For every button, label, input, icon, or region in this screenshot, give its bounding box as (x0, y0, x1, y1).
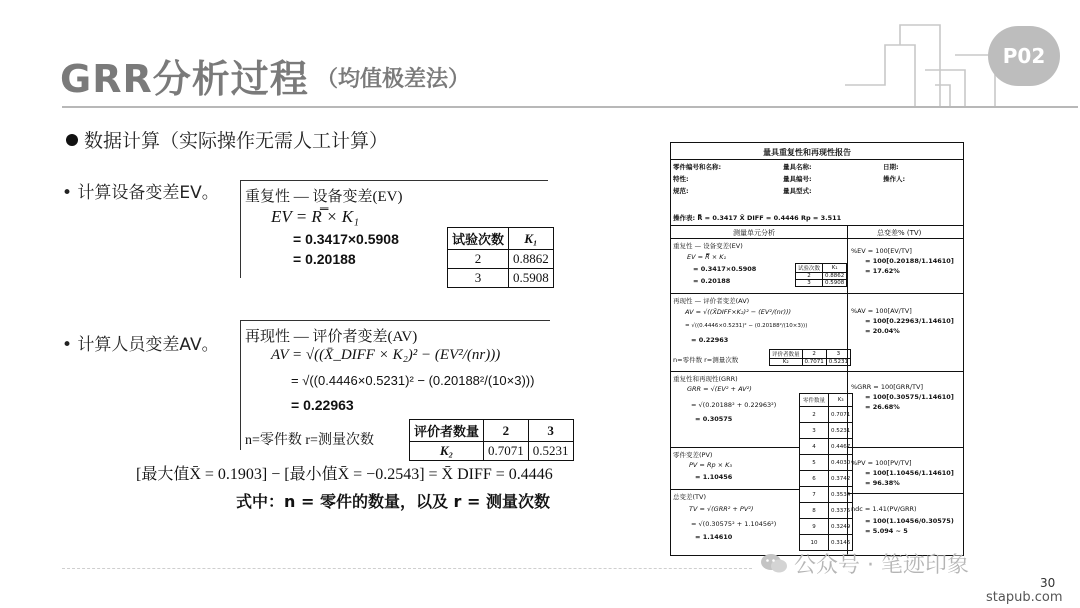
report-k3-row (800, 471, 853, 487)
report-k1-r0c0: 2 (796, 273, 823, 280)
report-pv-pct2: = 100[1.10456/1.14610] (865, 469, 954, 477)
report-k3-h0: 零件数量 (800, 394, 829, 407)
report-ev-formula: EV = R̿ × K₁ (687, 253, 727, 261)
report-k1-r1c1: 0.5908 (823, 280, 847, 287)
k2-table (409, 419, 574, 461)
report-k3-value: 0.7071 (829, 407, 853, 423)
report-k1-r0c1: 0.8862 (823, 273, 847, 280)
k1-table (447, 227, 554, 288)
page-subtitle: （均值极差法） (316, 67, 471, 92)
report-ev-head: 重复性 — 设备变差(EV) (673, 242, 743, 250)
step-ev-label: • 计算设备变差EV。 (62, 183, 219, 203)
skyline-decoration-icon (845, 15, 1005, 111)
report-ndc: ndc = 1.41(PV/GRR) (851, 505, 917, 513)
report-k3-parts: 6 (800, 471, 829, 487)
report-av-line3: = 0.22963 (691, 336, 729, 344)
report-k2-r0c2: 0.5231 (826, 359, 850, 366)
report-k3-row (800, 503, 853, 519)
k1-value-3: 0.5908 (509, 269, 554, 288)
report-k1-r1c0: 3 (796, 280, 823, 287)
report-field-spec: 规范: (673, 187, 689, 195)
report-k3-value: 0.3146 (829, 535, 853, 551)
ev-line-2: = 0.3417×0.5908 (293, 231, 399, 247)
report-k3-value: 0.4467 (829, 439, 853, 455)
report-grr-head: 重复性和再现性(GRR) (673, 375, 738, 383)
av-note: n=零件数 r=测量次数 (245, 433, 374, 448)
page-badge: P02 (988, 26, 1060, 86)
report-k2-r0c0: K₂ (770, 359, 803, 366)
report-data-line: 操作表: R̿ = 0.3417 X̄ DIFF = 0.4446 Rp = 3.511 (673, 214, 842, 222)
report-k1-table (795, 263, 847, 287)
report-av-formula: AV = √((X̄DIFF×K₂)² − (EV²/(nr))) (685, 308, 792, 316)
report-k3-value: 0.3249 (829, 519, 853, 535)
report-k3-row (800, 455, 853, 471)
wechat-icon (760, 552, 788, 574)
report-k3-row (800, 423, 853, 439)
report-tv-formula: TV = √(GRR² + PV²) (689, 505, 754, 513)
ev-formula: EV = R̿ × K₁ (271, 207, 360, 226)
site-label: stapub.com (986, 590, 1063, 605)
report-pv-pct3: = 96.38% (865, 479, 900, 487)
report-k2-r0c1: 0.7071 (802, 359, 826, 366)
report-tv-head: 总变差(TV) (673, 493, 706, 501)
report-field-part: 零件编号和名称: (673, 163, 722, 171)
report-pv-line2: = 1.10456 (695, 473, 733, 481)
report-av-note: n=零件数 r=测量次数 (673, 356, 739, 364)
k1-header-trials: 试验次数 (448, 228, 509, 250)
report-ndc3: = 5.094 ~ 5 (865, 527, 908, 535)
formula-legend: 式中：n = 零件的数量，以及 r = 测量次数 (236, 492, 550, 511)
report-k3-row (800, 487, 853, 503)
report-k2-h0: 评价者数量 (770, 350, 803, 359)
report-k2-h1: 2 (802, 350, 826, 359)
report-field-operator: 操作人: (883, 175, 906, 183)
report-ev-pct3: = 17.62% (865, 267, 900, 275)
k2-value-3: 0.5231 (528, 442, 573, 461)
header-divider (62, 106, 1078, 108)
report-k3-parts: 5 (800, 455, 829, 471)
report-k3-parts: 8 (800, 503, 829, 519)
report-k3-table (799, 393, 853, 551)
footer-divider (62, 568, 752, 569)
k1-trials-2: 2 (448, 250, 509, 269)
report-k3-value: 0.3742 (829, 471, 853, 487)
report-tv-line3: = 1.14610 (695, 533, 733, 541)
report-grr-line3: = 0.30575 (695, 415, 733, 423)
report-k3-row (800, 407, 853, 423)
report-k3-row (800, 519, 853, 535)
k1-header-k: K₁ (509, 228, 554, 250)
ev-line-3: = 0.20188 (293, 251, 356, 267)
report-k2-h2: 3 (826, 350, 850, 359)
report-grr-formula: GRR = √(EV² + AV²) (687, 385, 752, 393)
report-pv-formula: PV = Rp × K₃ (689, 461, 733, 469)
k2-value-2: 0.7071 (484, 442, 529, 461)
report-ndc2: = 100(1.10456/0.30575) (865, 517, 954, 525)
report-pv-pct: %PV = 100[PV/TV] (851, 459, 912, 467)
k2-header-appraisers: 评价者数量 (410, 420, 484, 442)
report-grr-line2: = √(0.20188² + 0.22963²) (691, 401, 777, 409)
report-k3-row (800, 439, 853, 455)
watermark-text: 公众号 · 笔迹印象 (794, 553, 969, 578)
report-ev-line3: = 0.20188 (693, 277, 731, 285)
av-heading: 再现性 — 评价者变差(AV) (245, 329, 418, 345)
av-line-2: = √((0.4446×0.5231)² − (0.20188²/(10×3))) (291, 373, 535, 388)
report-k1-h0: 试验次数 (796, 264, 823, 273)
ev-heading: 重复性 — 设备变差(EV) (245, 189, 403, 205)
report-av-head: 再现性 — 评价者变差(AV) (673, 297, 750, 305)
av-formula: AV = √((X̄_DIFF × K₂)² − (EV²/(nr))) (271, 347, 501, 363)
section-bullet-text: 数据计算（实际操作无需人工计算） (84, 130, 389, 152)
report-av-pct3: = 20.04% (865, 327, 900, 335)
k1-trials-3: 3 (448, 269, 509, 288)
report-field-gauge-name: 量具名称: (783, 163, 812, 171)
report-grr-pct3: = 26.68% (865, 403, 900, 411)
report-k3-value: 0.3534 (829, 487, 853, 503)
report-av-pct: %AV = 100[AV/TV] (851, 307, 912, 315)
report-field-gauge-type: 量具型式: (783, 187, 812, 195)
page-title: GRR分析过程 (60, 57, 309, 101)
report-k3-parts: 9 (800, 519, 829, 535)
report-ev-pct2: = 100[0.20188/1.14610] (865, 257, 954, 265)
report-k2-table (769, 349, 851, 366)
report-k3-value: 0.5231 (829, 423, 853, 439)
report-field-gauge-no: 量具编号: (783, 175, 812, 183)
report-k3-parts: 10 (800, 535, 829, 551)
step-av-label: • 计算人员变差AV。 (62, 335, 219, 355)
report-ev-pct: %EV = 100[EV/TV] (851, 247, 912, 255)
bullet-dot-icon (66, 134, 78, 146)
report-av-pct2: = 100[0.22963/1.14610] (865, 317, 954, 325)
report-col-left: 测量单元分析 (733, 229, 775, 237)
report-k3-value: 0.3375 (829, 503, 853, 519)
report-k3-parts: 2 (800, 407, 829, 423)
av-line-3: = 0.22963 (291, 397, 354, 413)
report-k3-parts: 4 (800, 439, 829, 455)
k2-header-3: 3 (528, 420, 573, 442)
ev-formula-box (240, 180, 549, 285)
report-k3-h1: K₃ (829, 394, 853, 407)
report-field-date: 日期: (883, 163, 899, 171)
report-k3-parts: 7 (800, 487, 829, 503)
report-av-line2: = √((0.4446×0.5231)² − (0.20188²/(10×3))) (685, 323, 808, 329)
report-field-char: 特性: (673, 175, 689, 183)
report-k3-parts: 3 (800, 423, 829, 439)
k2-header-2: 2 (484, 420, 529, 442)
report-ev-line2: = 0.3417×0.5908 (693, 265, 757, 273)
k2-row-label: K₂ (410, 442, 484, 461)
report-k1-h1: K₁ (823, 264, 847, 273)
grr-report-scan (670, 142, 964, 556)
report-tv-line2: = √(0.30575² + 1.10456²) (691, 520, 777, 528)
report-pv-head: 零件变差(PV) (673, 451, 713, 459)
section-bullet (66, 126, 388, 153)
report-col-right: 总变差% (TV) (877, 229, 922, 237)
xdiff-calculation: [最大值X̄ = 0.1903] − [最小值X̄ = −0.2543] = X̄ DIFF = 0.4446 (136, 466, 553, 483)
report-k3-value: 0.4030 (829, 455, 853, 471)
report-grr-pct2: = 100[0.30575/1.14610] (865, 393, 954, 401)
report-title: 量具重复性和再现性报告 (763, 148, 851, 157)
k1-value-2: 0.8862 (509, 250, 554, 269)
page-number: 30 (1040, 576, 1056, 590)
report-grr-pct: %GRR = 100[GRR/TV] (851, 383, 923, 391)
av-formula-box (240, 320, 569, 458)
